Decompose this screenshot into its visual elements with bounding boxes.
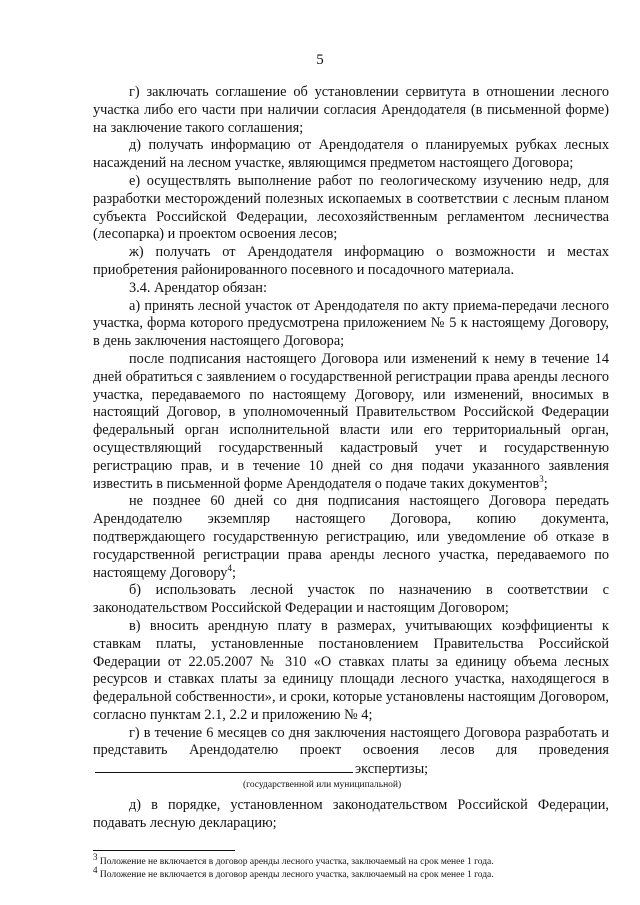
footnotes <box>93 851 609 882</box>
footnote-ref-3: 3 <box>539 473 544 484</box>
paragraph-g-servitude: г) заключать соглашение об установлении сервитута в отношении лесного участка либо его части при наличии согласия Арендодателя (в письменной форме) на заключение такого соглашения; <box>93 84 609 136</box>
forest-project-tail: экспертизы; <box>355 761 429 778</box>
paragraph-e-geology: е) осуществлять выполнение работ по геологическому изучению недр, для разработки месторождений полезных ископаемых в соответствии с лесным планом субъекта Российской Федерации, лесохозяйственным регламентом лесничества (лесопарка) и проектом освоения лесов; <box>93 172 609 243</box>
paragraph-zh-seed-info: ж) получать от Арендодателя информацию о возможности и местах приобретения районированного посевного и посадочного материала. <box>93 244 609 278</box>
paragraph-g-forest-project <box>93 725 609 779</box>
footnote-3-text: Положение не включается в договор аренды лесного участка, заключаемый на срок менее 1 года. <box>99 857 494 867</box>
transfer-copy-tail: ; <box>231 564 236 581</box>
paragraph-registration <box>93 351 609 493</box>
blank-caption: (государственной или муниципальной) <box>243 780 402 791</box>
footnote-divider <box>93 850 235 851</box>
paragraph-a-accept-plot: а) принять лесной участок от Арендодателя по акту приема-передачи лесного участка, форма которого предусмотрена приложением № 5 к настоящему Договору, в день заключения настоящего Договора; <box>93 297 609 350</box>
registration-tail: ; <box>543 475 548 492</box>
transfer-copy-text: не позднее 60 дней со дня подписания настоящего Договора передать Арендодателю экземпляр настоящего Договора, копию документа, подтверждающего государственную регистрацию, или уведомление об отказе в государственной регистрации права аренды лесного участка, передаваемого по настоящему Договору <box>93 493 609 581</box>
footnote-4-text: Положение не включается в договор аренды лесного участка, заключаемый на срок менее 1 года. <box>99 870 494 880</box>
paragraph-b-use-plot: б) использовать лесной участок по назначению в соответствии с законодательством Российской Федерации и настоящим Договором; <box>93 582 609 617</box>
registration-text: после подписания настоящего Договора или изменений к нему в течение 14 дней обратиться с заявлением о государственной регистрации права аренды лесного участка, передаваемого по настоящему Договору, или изменений, вносимых в настоящий Договор, в уполномоченный Правительством Российской Федерации федеральный орган исполнительной власти или его территориальный орган, осуществляющий государственный кадастровый учет и государственную регистрацию прав, и в течение 10 дней со дня подачи указанного заявления известить в письменной форме Арендодателя о подаче таких документов <box>93 350 609 492</box>
document-body <box>93 84 609 833</box>
footnote-ref-4: 4 <box>227 562 232 573</box>
page-number: 5 <box>316 52 324 68</box>
paragraph-d-declaration: д) в порядке, установленном законодательством Российской Федерации, подавать лесную декларацию; <box>93 797 609 831</box>
forest-project-text: г) в течение 6 месяцев со дня заключения настоящего Договора разработать и представить Арендодателю проект освоения лесов для проведения <box>93 724 609 759</box>
section-3-4-heading: 3.4. Арендатор обязан: <box>129 279 267 296</box>
footnote-mark-4: 4 <box>93 864 98 875</box>
expertise-type-blank[interactable] <box>95 760 353 773</box>
paragraph-d-info-cutting: д) получать информацию от Арендодателя о планируемых рубках лесных насаждений на лесном участке, являющимся предметом настоящего Договора; <box>93 137 609 172</box>
footnote-mark-3: 3 <box>93 851 98 862</box>
footnote-3 <box>93 851 609 869</box>
footnote-4 <box>93 864 609 882</box>
paragraph-transfer-copy <box>93 493 609 582</box>
paragraph-v-rent-payment: в) вносить арендную плату в размерах, учитывающих коэффициенты к ставкам платы, установленные постановлением Правительства Российской Федерации от 22.05.2007 № 310 «О ставках платы за единицу объема лесных ресурсов и ставках платы за единицу площади лесного участка, находящегося в федеральной собственности», и сроки, которые установлены настоящим Договором, согласно пунктам 2.1, 2.2 и приложению № 4; <box>93 617 609 723</box>
